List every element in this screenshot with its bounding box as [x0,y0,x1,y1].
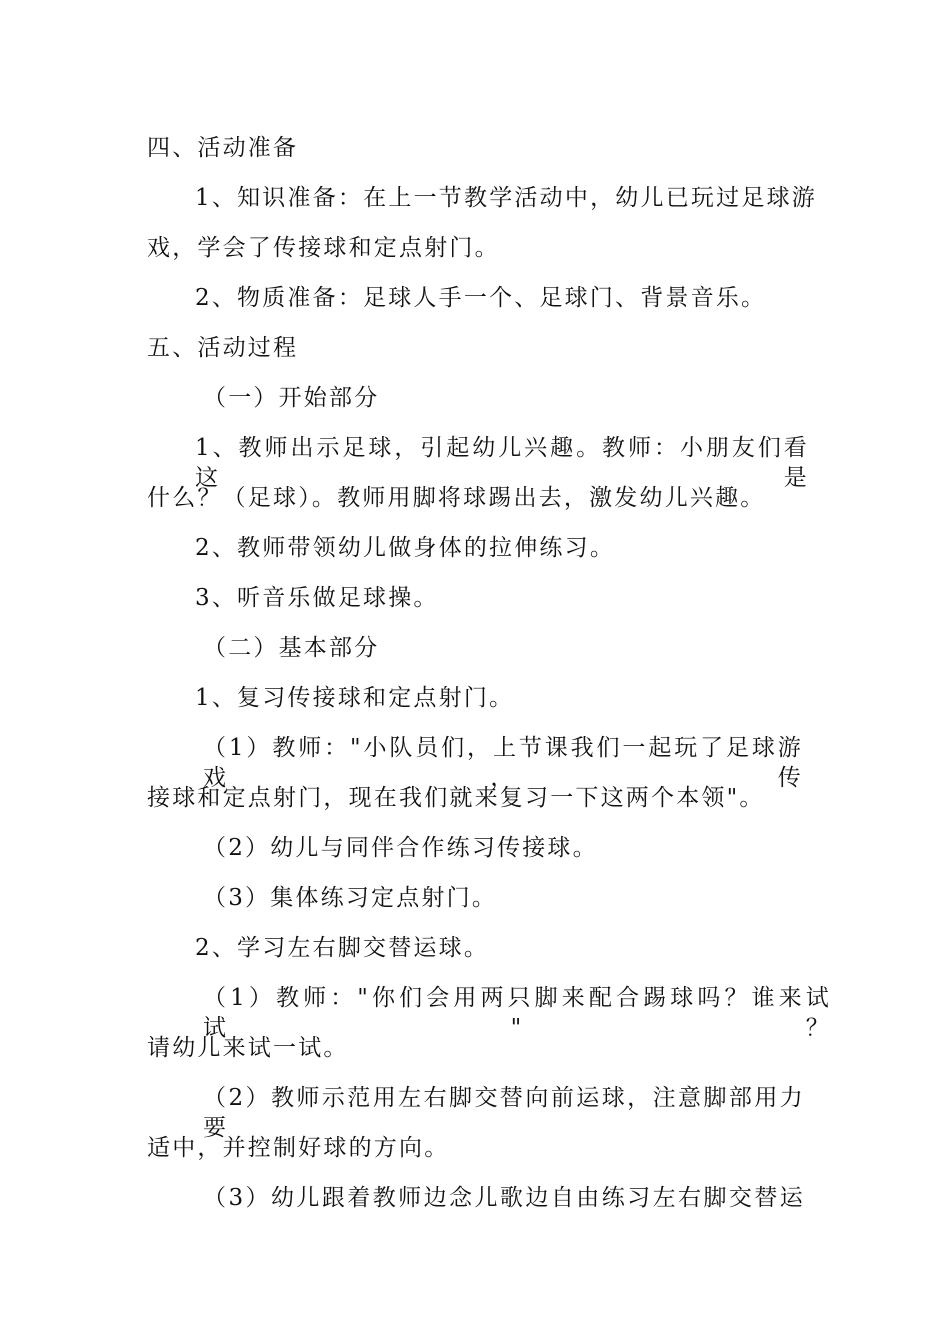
section-heading-process: 五、活动过程 [147,335,299,361]
paragraph-line: 1、复习传接球和定点射门。 [195,685,515,711]
paragraph-line: 2、教师带领幼儿做身体的拉伸练习。 [195,535,616,561]
paragraph-line: （2）幼儿与同伴合作练习传接球。 [203,835,598,861]
subsection-heading-start: （一）开始部分 [203,385,380,411]
paragraph-line: 戏，学会了传接球和定点射门。 [147,235,500,261]
paragraph-line: 1、教师出示足球，引起幼儿兴趣。教师：小朋友们看这是 [195,435,809,491]
paragraph-line: 适中，并控制好球的方向。 [147,1135,450,1161]
section-heading-preparation: 四、活动准备 [147,135,299,161]
paragraph-line: 2、物质准备：足球人手一个、足球门、背景音乐。 [195,285,767,311]
paragraph-line: 什么？（足球）。教师用脚将球踢出去，激发幼儿兴趣。 [147,485,766,511]
paragraph-line: 请幼儿来试一试。 [147,1035,349,1061]
paragraph-line: 接球和定点射门，现在我们就来复习一下这两个本领"。 [147,785,765,811]
paragraph-line: （3）幼儿跟着教师边念儿歌边自由练习左右脚交替运 [203,1185,805,1211]
paragraph-line: （3）集体练习定点射门。 [203,885,498,911]
paragraph-line: 2、学习左右脚交替运球。 [195,935,490,961]
paragraph-line: （1）教师："你们会用两只脚来配合踢球吗？谁来试试"？ [203,985,831,1041]
paragraph-line: （1）教师："小队员们，上节课我们一起玩了足球游戏，传 [203,735,803,791]
paragraph-line: 3、听音乐做足球操。 [195,585,439,611]
paragraph-line: 1、知识准备：在上一节教学活动中，幼儿已玩过足球游 [195,185,817,211]
subsection-heading-basic: （二）基本部分 [203,635,380,661]
paragraph-line: （2）教师示范用左右脚交替向前运球，注意脚部用力要 [203,1085,805,1141]
